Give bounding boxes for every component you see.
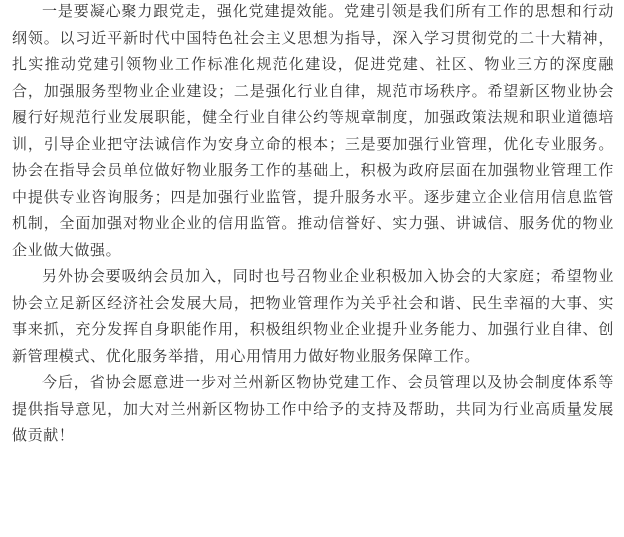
paragraph-membership: 另外协会要吸纳会员加入，同时也号召物业企业积极加入协会的大家庭；希望物业协会立足新区经济社会发展大局，把物业管理作为关乎社会和谐、民生幸福的大事、实事来抓，充分发挥自身职能作用，积极组织物业企业提升业务能力、加强行业自律、创新管理模式、优化服务举措，用心用情用力做好物业服务保障工作。 xyxy=(12,267,614,365)
paragraph-party-building: 一是要凝心聚力跟党走，强化党建提效能。党建引领是我们所有工作的思想和行动纲领。以习近平新时代中国特色社会主义思想为指导，深入学习贯彻党的二十大精神，扎实推动党建引领物业工作标准化规范化建设，促进党建、社区、物业三方的深度融合，加强服务型物业企业建设；二是强化行业自律，规范市场秩序。希望新区物业协会履行好规范行业发展职能，健全行业自律公约等规章制度，加强政策法规和职业道德培训，引导企业把守法诚信作为安身立命的根本；三是要加强行业管理，优化专业服务。协会在指导会员单位做好物业服务工作的基础上，积极为政府层面在加强物业管理工作中提供专业咨询服务；四是加强行业监管，提升服务水平。逐步建立企业信用信息监管机制，全面加强对物业企业的信用监管。推动信誉好、实力强、讲诚信、服务优的物业企业做大做强。 xyxy=(12,2,614,259)
paragraph-future-support: 今后，省协会愿意进一步对兰州新区物协党建工作、会员管理以及协会制度体系等提供指导意见，加大对兰州新区物协工作中给予的支持及帮助，共同为行业高质量发展做贡献！ xyxy=(12,373,614,444)
